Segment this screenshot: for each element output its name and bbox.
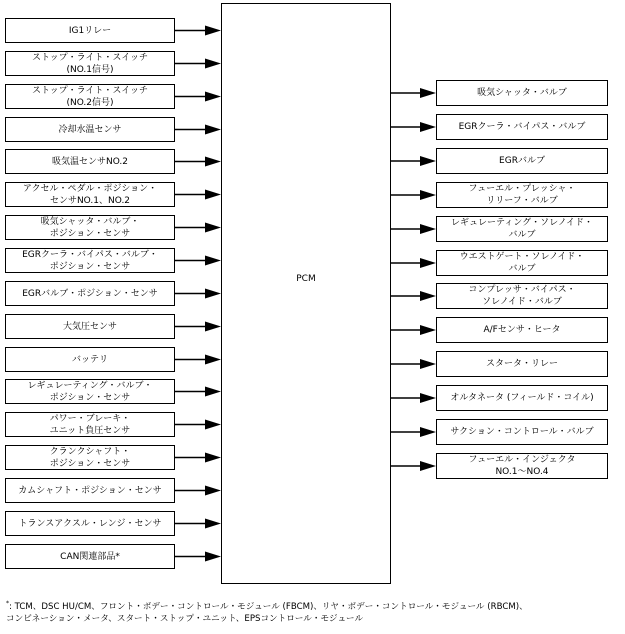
output-arrow	[391, 359, 436, 369]
output-box: フューエル・プレッシャ・ リリーフ・バルブ	[436, 182, 608, 208]
input-box: 大気圧センサ	[5, 314, 175, 339]
input-arrow	[175, 387, 221, 397]
output-arrow	[391, 224, 436, 234]
output-arrow	[391, 325, 436, 335]
input-arrow	[175, 322, 221, 332]
input-arrow	[175, 125, 221, 135]
input-box: クランクシャフト・ ポジション・センサ	[5, 445, 175, 470]
output-box: 吸気シャッタ・バルブ	[436, 80, 608, 106]
input-box: 冷却水温センサ	[5, 117, 175, 142]
input-box: レギュレーティング・バルブ・ ポジション・センサ	[5, 379, 175, 404]
output-box: フューエル・インジェクタ NO.1〜NO.4	[436, 453, 608, 479]
output-arrow	[391, 258, 436, 268]
footnote-text: : TCM、DSC HU/CM、フロント・ボデー・コントロール・モジュール (FBCM)、リヤ・ボデー・コントロール・モジュール (RBCM)、 コンビネーション・メータ、スタート・ストップ・ユニット、EPSコントロール・モジュール	[6, 601, 528, 624]
input-box: ストップ・ライト・スイッチ (NO.1信号)	[5, 51, 175, 76]
input-arrow	[175, 355, 221, 365]
input-box: EGRクーラ・バイパス・バルブ・ ポジション・センサ	[5, 248, 175, 273]
input-box: パワー・ブレーキ・ ユニット負圧センサ	[5, 412, 175, 437]
input-box: バッテリ	[5, 347, 175, 372]
output-box: コンプレッサ・バイパス・ ソレノイド・バルブ	[436, 283, 608, 309]
input-box: IG1リレー	[5, 18, 175, 43]
input-box: 吸気シャッタ・バルブ・ ポジション・センサ	[5, 215, 175, 240]
output-arrow	[391, 291, 436, 301]
pcm-block	[221, 3, 391, 584]
input-box: カムシャフト・ポジション・センサ	[5, 478, 175, 503]
output-box: レギュレーティング・ソレノイド・ バルブ	[436, 216, 608, 242]
output-box: EGRクーラ・バイパス・バルブ	[436, 114, 608, 140]
output-box: EGRバルブ	[436, 148, 608, 174]
input-arrow	[175, 289, 221, 299]
output-arrow	[391, 156, 436, 166]
output-arrow	[391, 190, 436, 200]
input-arrow	[175, 453, 221, 463]
input-box: アクセル・ペダル・ポジション・ センサNO.1、NO.2	[5, 182, 175, 207]
input-arrow	[175, 420, 221, 430]
output-box: ウエストゲート・ソレノイド・ バルブ	[436, 250, 608, 276]
input-arrow	[175, 223, 221, 233]
output-arrow	[391, 122, 436, 132]
output-box: A/Fセンサ・ヒータ	[436, 317, 608, 343]
output-box: サクション・コントロール・バルブ	[436, 419, 608, 445]
input-arrow	[175, 486, 221, 496]
input-box: EGRバルブ・ポジション・センサ	[5, 281, 175, 306]
input-arrow	[175, 256, 221, 266]
input-arrow	[175, 519, 221, 529]
output-arrow	[391, 461, 436, 471]
input-arrow	[175, 59, 221, 69]
output-arrow	[391, 88, 436, 98]
footnote-mark: *	[6, 600, 9, 607]
output-arrow	[391, 427, 436, 437]
input-box: トランスアクスル・レンジ・センサ	[5, 511, 175, 536]
input-arrow	[175, 157, 221, 167]
footnote	[6, 598, 621, 625]
output-arrow	[391, 393, 436, 403]
input-box: 吸気温センサNO.2	[5, 149, 175, 174]
pcm-label: PCM	[296, 274, 316, 284]
output-box: オルタネータ (フィールド・コイル)	[436, 385, 608, 411]
input-arrow	[175, 190, 221, 200]
input-arrow	[175, 92, 221, 102]
input-arrow	[175, 552, 221, 562]
input-box: CAN関連部品*	[5, 544, 175, 569]
input-box: ストップ・ライト・スイッチ (NO.2信号)	[5, 84, 175, 109]
output-box: スタータ・リレー	[436, 351, 608, 377]
input-arrow	[175, 26, 221, 36]
